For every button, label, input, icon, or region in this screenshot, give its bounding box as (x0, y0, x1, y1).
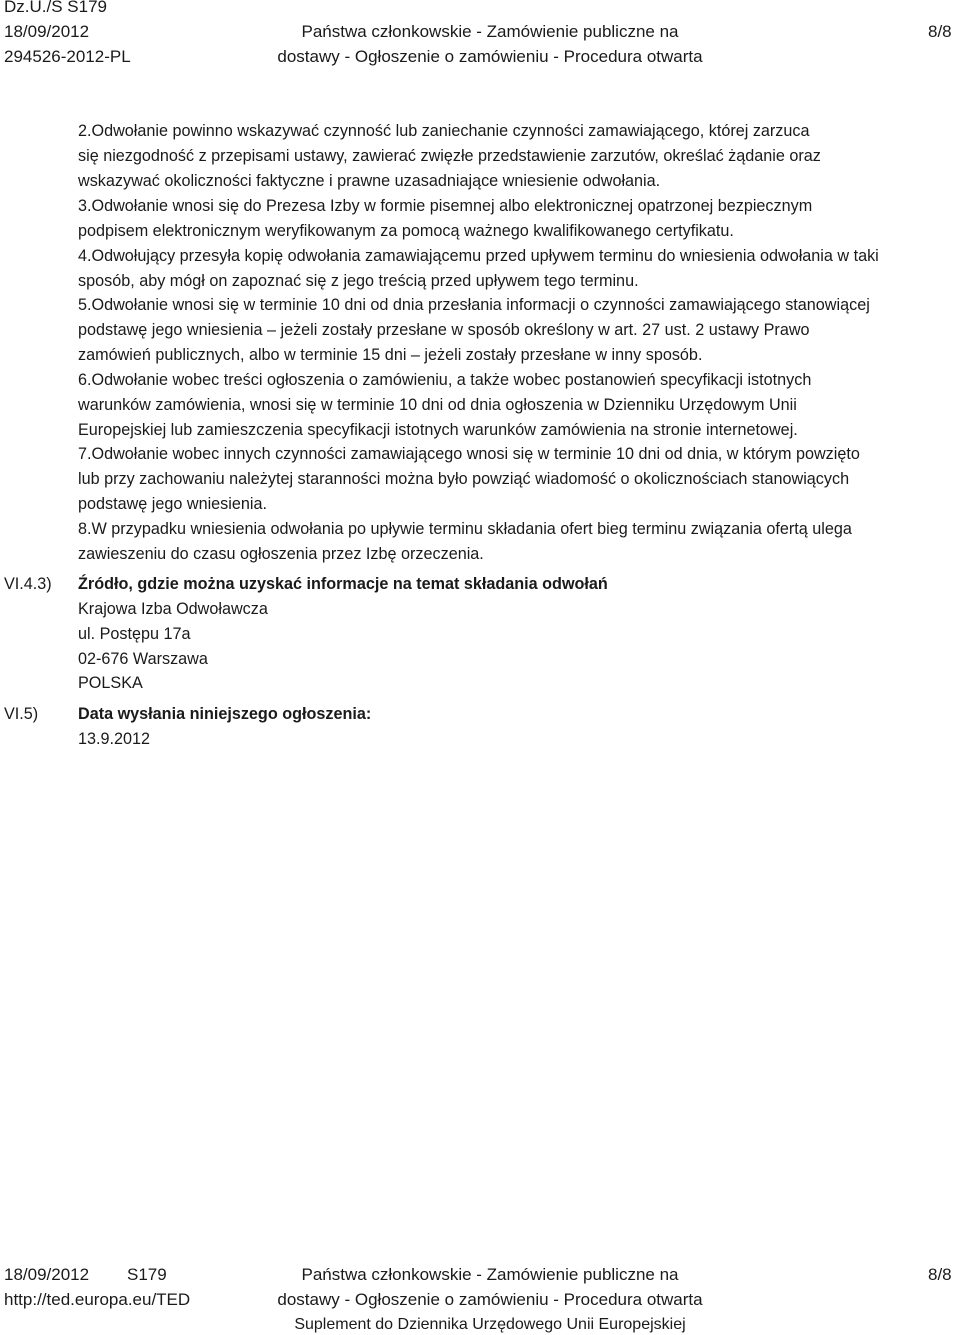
header-doc-id: 294526-2012-PL (4, 47, 131, 66)
paragraph-line: wskazywać okoliczności faktyczne i prawne uzasadniające wniesienie odwołania. (78, 171, 661, 190)
paragraph-3 (78, 194, 958, 244)
paragraph-line: warunków zamówienia, wnosi się w terminie 10 dni od dnia ogłoszenia w Dzienniku Urzędowym Unii (78, 395, 797, 414)
footer-title-line2: dostawy - Ogłoszenie o zamówieniu - Procedura otwarta (277, 1290, 703, 1309)
address-street: ul. Postępu 17a (78, 624, 191, 643)
paragraph-line: 3.Odwołanie wnosi się do Prezesa Izby w formie pisemnej albo elektronicznej opatrzonej bezpiecznym (78, 197, 813, 215)
section-heading-vi5: Data wysłania niniejszego ogłoszenia: (78, 705, 372, 723)
footer-date: 18/09/2012 (4, 1265, 90, 1284)
footer-page-number: 8/8 (928, 1265, 952, 1284)
paragraph-line: Europejskiej lub zamieszczenia specyfikacji istotnych warunków zamówienia na stronie internetowej. (78, 420, 798, 439)
paragraph-line: 2.Odwołanie powinno wskazywać czynność lub zaniechanie czynności zamawiającego, której zarzuca (78, 122, 810, 140)
paragraph-line: lub przy zachowaniu należytej staranności można było powziąć wiadomość o okolicznościach stanowiących (78, 469, 850, 488)
paragraph-line: podstawę jego wniesienia. (78, 494, 267, 513)
header-journal-ref: Dz.U./S S179 (4, 0, 107, 16)
paragraph-4 (78, 244, 958, 294)
footer-series: S179 (127, 1265, 167, 1284)
dispatch-date: 13.9.2012 (78, 730, 151, 748)
section-label-vi43: VI.4.3) (4, 575, 52, 593)
paragraph-8 (78, 517, 958, 567)
paragraph-line: podpisem elektronicznym weryfikowanym za pomocą ważnego kwalifikowanego certyfikatu. (78, 221, 734, 240)
footer-title-line3: Suplement do Dziennika Urzędowego Unii Europejskiej (294, 1316, 686, 1333)
paragraph-line: 7.Odwołanie wobec innych czynności zamawiającego wnosi się w terminie 10 dni od dnia, w którym powzięto (78, 445, 860, 463)
address-name: Krajowa Izba Odwoławcza (78, 600, 268, 618)
header-title-line2: dostawy - Ogłoszenie o zamówieniu - Procedura otwarta (277, 47, 703, 66)
address-block (78, 597, 958, 696)
section-heading-vi43: Źródło, gdzie można uzyskać informacje na temat składania odwołań (78, 575, 608, 593)
section-label-vi5: VI.5) (4, 705, 39, 723)
paragraph-line: podstawę jego wniesienia – jeżeli zostały przesłane w sposób określony w art. 27 ust. 2 ustawy Prawo (78, 320, 810, 339)
paragraph-line: 8.W przypadku wniesienia odwołania po upływie terminu składania ofert bieg terminu związania ofertą ulega (78, 520, 852, 538)
paragraph-5 (78, 293, 958, 367)
paragraph-line: 5.Odwołanie wnosi się w terminie 10 dni od dnia przesłania informacji o czynności zamawiającego stanowiącej (78, 296, 870, 314)
paragraph-line: 6.Odwołanie wobec treści ogłoszenia o zamówieniu, a także wobec postanowień specyfikacji istotnych (78, 371, 812, 389)
paragraph-line: zawieszeniu do czasu ogłoszenia przez Izbę orzeczenia. (78, 544, 484, 563)
paragraph-2 (78, 119, 958, 193)
header-date: 18/09/2012 (4, 22, 90, 41)
paragraph-line: 4.Odwołujący przesyła kopię odwołania zamawiającemu przed upływem terminu do wniesienia odwołania w taki (78, 247, 879, 265)
paragraph-6 (78, 368, 958, 442)
footer-title-line1: Państwa członkowskie - Zamówienie publiczne na (301, 1265, 679, 1284)
paragraph-line: się niezgodność z przepisami ustawy, zawierać zwięzłe przedstawienie zarzutów, określać żądanie oraz (78, 146, 821, 165)
paragraph-line: zamówień publicznych, albo w terminie 15 dni – jeżeli zostały przesłane w inny sposób. (78, 345, 703, 364)
header-title-line1: Państwa członkowskie - Zamówienie publiczne na (301, 22, 679, 41)
header-page-number: 8/8 (928, 22, 952, 41)
paragraph-7 (78, 442, 958, 516)
paragraph-line: sposób, aby mógł on zapoznać się z jego treścią przed upływem tego terminu. (78, 271, 639, 290)
address-city: 02-676 Warszawa (78, 649, 208, 668)
footer-url-link[interactable]: http://ted.europa.eu/TED (4, 1290, 191, 1309)
address-country: POLSKA (78, 674, 143, 693)
